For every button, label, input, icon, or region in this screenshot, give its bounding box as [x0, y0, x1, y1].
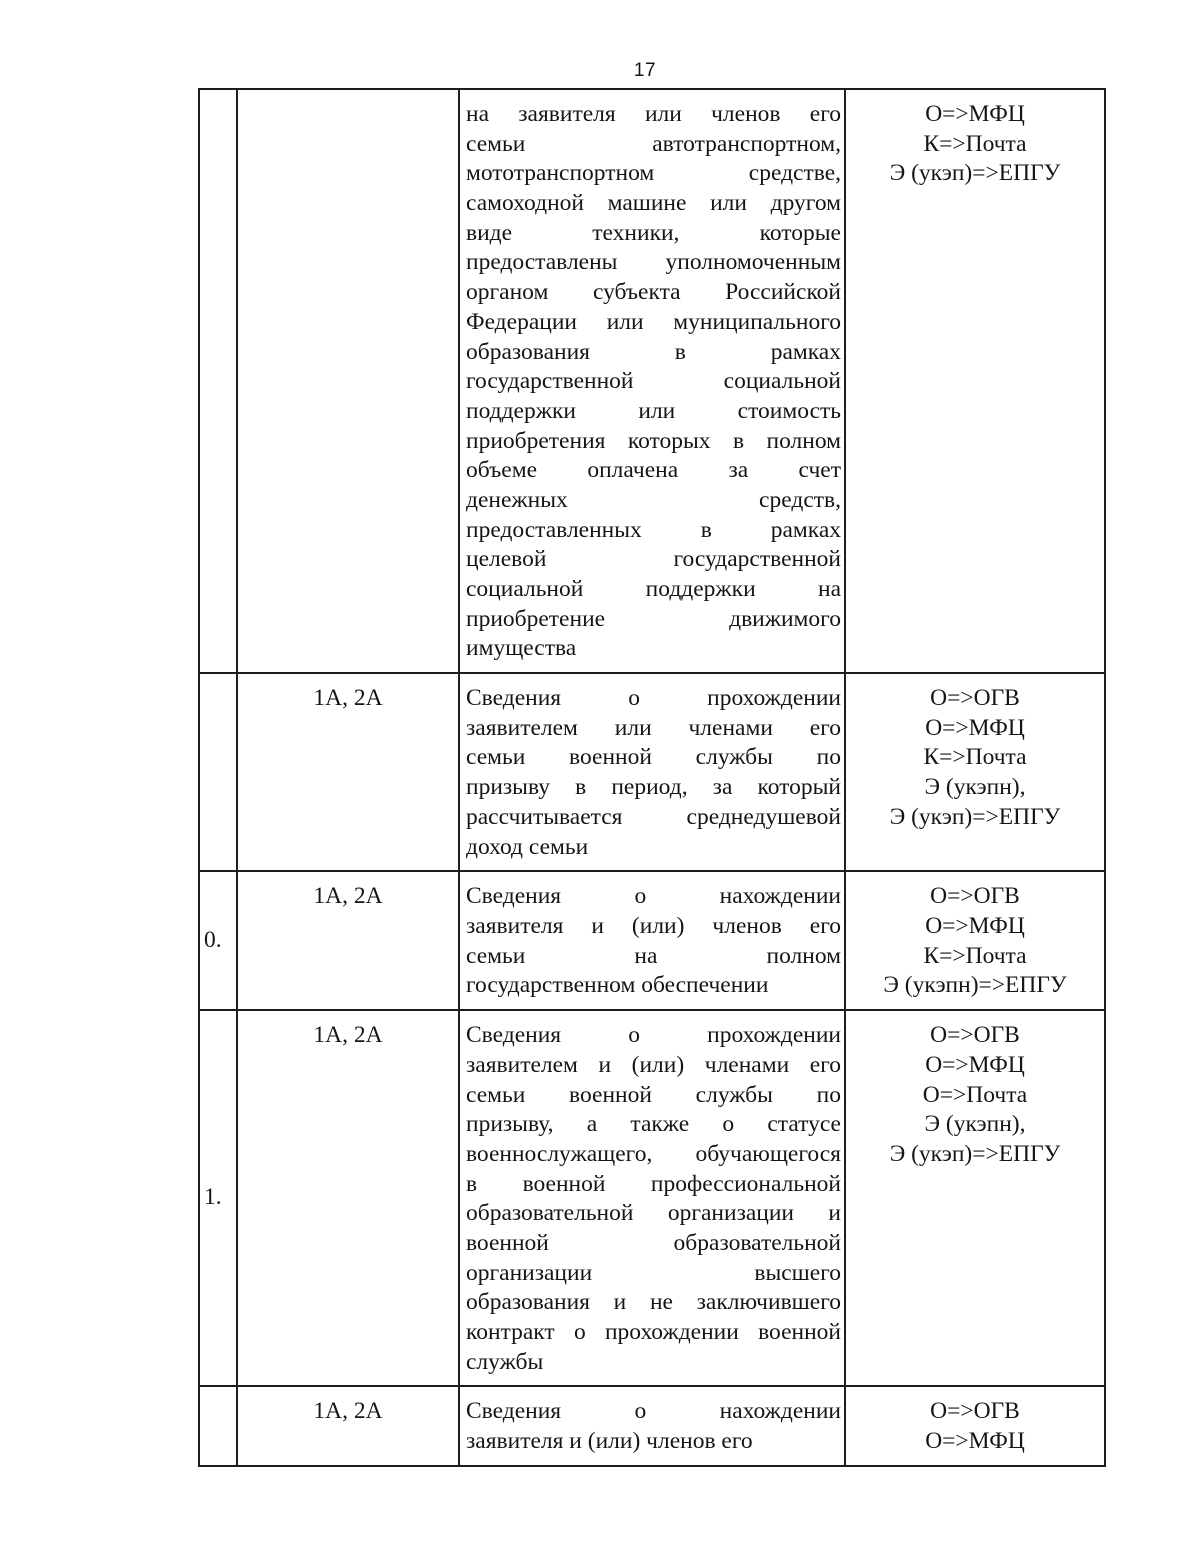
row-number: 0. — [204, 926, 222, 953]
description-line: семьи военной службы по — [466, 1081, 841, 1108]
description-line: целевой государственной — [466, 546, 841, 573]
description-line: доход семьи — [466, 833, 589, 860]
description-line: предоставленных в рамках — [466, 516, 841, 543]
description-line: семьи военной службы по — [466, 744, 841, 771]
submission-method-cell — [845, 1386, 1105, 1465]
description-line: рассчитывается среднедушевой — [466, 803, 841, 830]
description-line: призыву, а также о статусе — [466, 1111, 841, 1138]
submission-method-line: О=>ОГВ — [930, 883, 1020, 910]
description-line: имущества — [466, 635, 577, 662]
description-line: заявителем и (или) членами его — [466, 1051, 841, 1078]
description-line: образовательной организации и — [466, 1200, 841, 1227]
description-cell — [459, 89, 845, 673]
table-row — [199, 1010, 1105, 1386]
description-line: заявителя и (или) членов его — [466, 1428, 753, 1455]
description-line: самоходной машине или другом — [466, 190, 841, 217]
description-line: органом субъекта Российской — [466, 279, 841, 306]
submission-method-line: Э (укэпн), — [924, 774, 1026, 801]
submission-method-line: О=>МФЦ — [925, 1428, 1025, 1455]
page-number: 17 — [633, 60, 657, 81]
description-line: службы — [466, 1348, 544, 1375]
description-cell — [459, 673, 845, 871]
description-line: военной образовательной — [466, 1230, 841, 1256]
row-number-cell — [199, 89, 237, 673]
submission-method-line: К=>Почта — [923, 942, 1027, 969]
description-line: Сведения о прохождении — [466, 685, 841, 712]
description-cell — [459, 1386, 845, 1465]
description-line: заявителя и (или) членов его — [466, 912, 841, 939]
description-line: денежных средств, — [466, 486, 841, 513]
description-line: мототранспортном средстве, — [466, 160, 841, 187]
submission-method-line: О=>ОГВ — [930, 1398, 1020, 1425]
document-type: 1А, 2А — [313, 883, 383, 910]
description-line: военнослужащего, обучающегося — [466, 1140, 841, 1167]
description-line: на заявителя или членов его — [466, 101, 841, 127]
submission-method-line: О=>ОГВ — [930, 685, 1020, 712]
row-number-cell — [199, 1386, 237, 1465]
submission-method-cell — [845, 89, 1105, 673]
document-type-cell — [237, 871, 459, 1010]
document-type: 1А, 2А — [313, 685, 383, 712]
document-type-cell — [237, 673, 459, 871]
description-line: поддержки или стоимость — [466, 397, 841, 424]
description-line: приобретение движимого — [466, 605, 841, 632]
description-line: приобретения которых в полном — [466, 427, 841, 454]
document-type-cell — [237, 1010, 459, 1386]
submission-method-line: О=>МФЦ — [925, 912, 1025, 939]
submission-method-line: О=>ОГВ — [930, 1022, 1020, 1049]
row-number: 1. — [204, 1184, 222, 1211]
description-line: государственной социальной — [466, 368, 841, 395]
table-row — [199, 89, 1105, 673]
submission-method-line: О=>МФЦ — [925, 714, 1025, 741]
description-line: предоставлены уполномоченным — [466, 249, 841, 276]
description-line: заявителем или членами его — [466, 714, 841, 741]
description-line: контракт о прохождении военной — [466, 1319, 841, 1346]
submission-method-cell — [845, 673, 1105, 871]
submission-method-cell — [845, 1010, 1105, 1386]
row-number-cell — [199, 871, 237, 1010]
description-line: семьи на полном — [466, 942, 841, 969]
submission-method-line: К=>Почта — [923, 130, 1027, 157]
row-number-cell — [199, 673, 237, 871]
description-line: в военной профессиональной — [466, 1170, 841, 1197]
submission-method-line: О=>Почта — [922, 1081, 1028, 1108]
description-line: семьи автотранспортном, — [466, 130, 841, 157]
description-line: Федерации или муниципального — [466, 308, 841, 335]
description-cell — [459, 871, 845, 1010]
submission-method-line: Э (укэп)=>ЕПГУ — [889, 160, 1061, 187]
document-type: 1А, 2А — [313, 1398, 383, 1425]
document-type-cell — [237, 1386, 459, 1465]
submission-method-line: О=>МФЦ — [925, 1051, 1025, 1078]
submission-method-line: Э (укэп)=>ЕПГУ — [889, 1140, 1061, 1167]
description-line: образования в рамках — [466, 338, 841, 365]
description-line: Сведения о прохождении — [466, 1022, 841, 1049]
submission-method-line: Э (укэпн)=>ЕПГУ — [883, 972, 1067, 999]
submission-method-cell — [845, 871, 1105, 1010]
document-type-cell — [237, 89, 459, 673]
description-line: государственном обеспечении — [466, 972, 769, 999]
description-line: социальной поддержки на — [466, 576, 841, 602]
submission-method-line: Э (укэп)=>ЕПГУ — [889, 803, 1061, 830]
description-line: Сведения о нахождении — [466, 1398, 841, 1425]
table-row — [199, 1386, 1105, 1465]
table-row — [199, 673, 1105, 871]
documents-table — [198, 88, 1106, 1467]
table-row — [199, 871, 1105, 1010]
row-number-cell — [199, 1010, 237, 1386]
submission-method-line: К=>Почта — [923, 744, 1027, 771]
submission-method-line: Э (укэпн), — [924, 1111, 1026, 1138]
description-line: образования и не заключившего — [466, 1289, 841, 1316]
description-line: организации высшего — [466, 1259, 841, 1286]
description-cell — [459, 1010, 845, 1386]
document-type: 1А, 2А — [313, 1022, 383, 1049]
description-line: виде техники, которые — [466, 219, 841, 246]
table-body — [199, 89, 1105, 1466]
description-line: объеме оплачена за счет — [466, 457, 841, 484]
description-line: Сведения о нахождении — [466, 883, 841, 910]
description-line: призыву в период, за который — [466, 774, 841, 801]
submission-method-line: О=>МФЦ — [925, 101, 1025, 127]
